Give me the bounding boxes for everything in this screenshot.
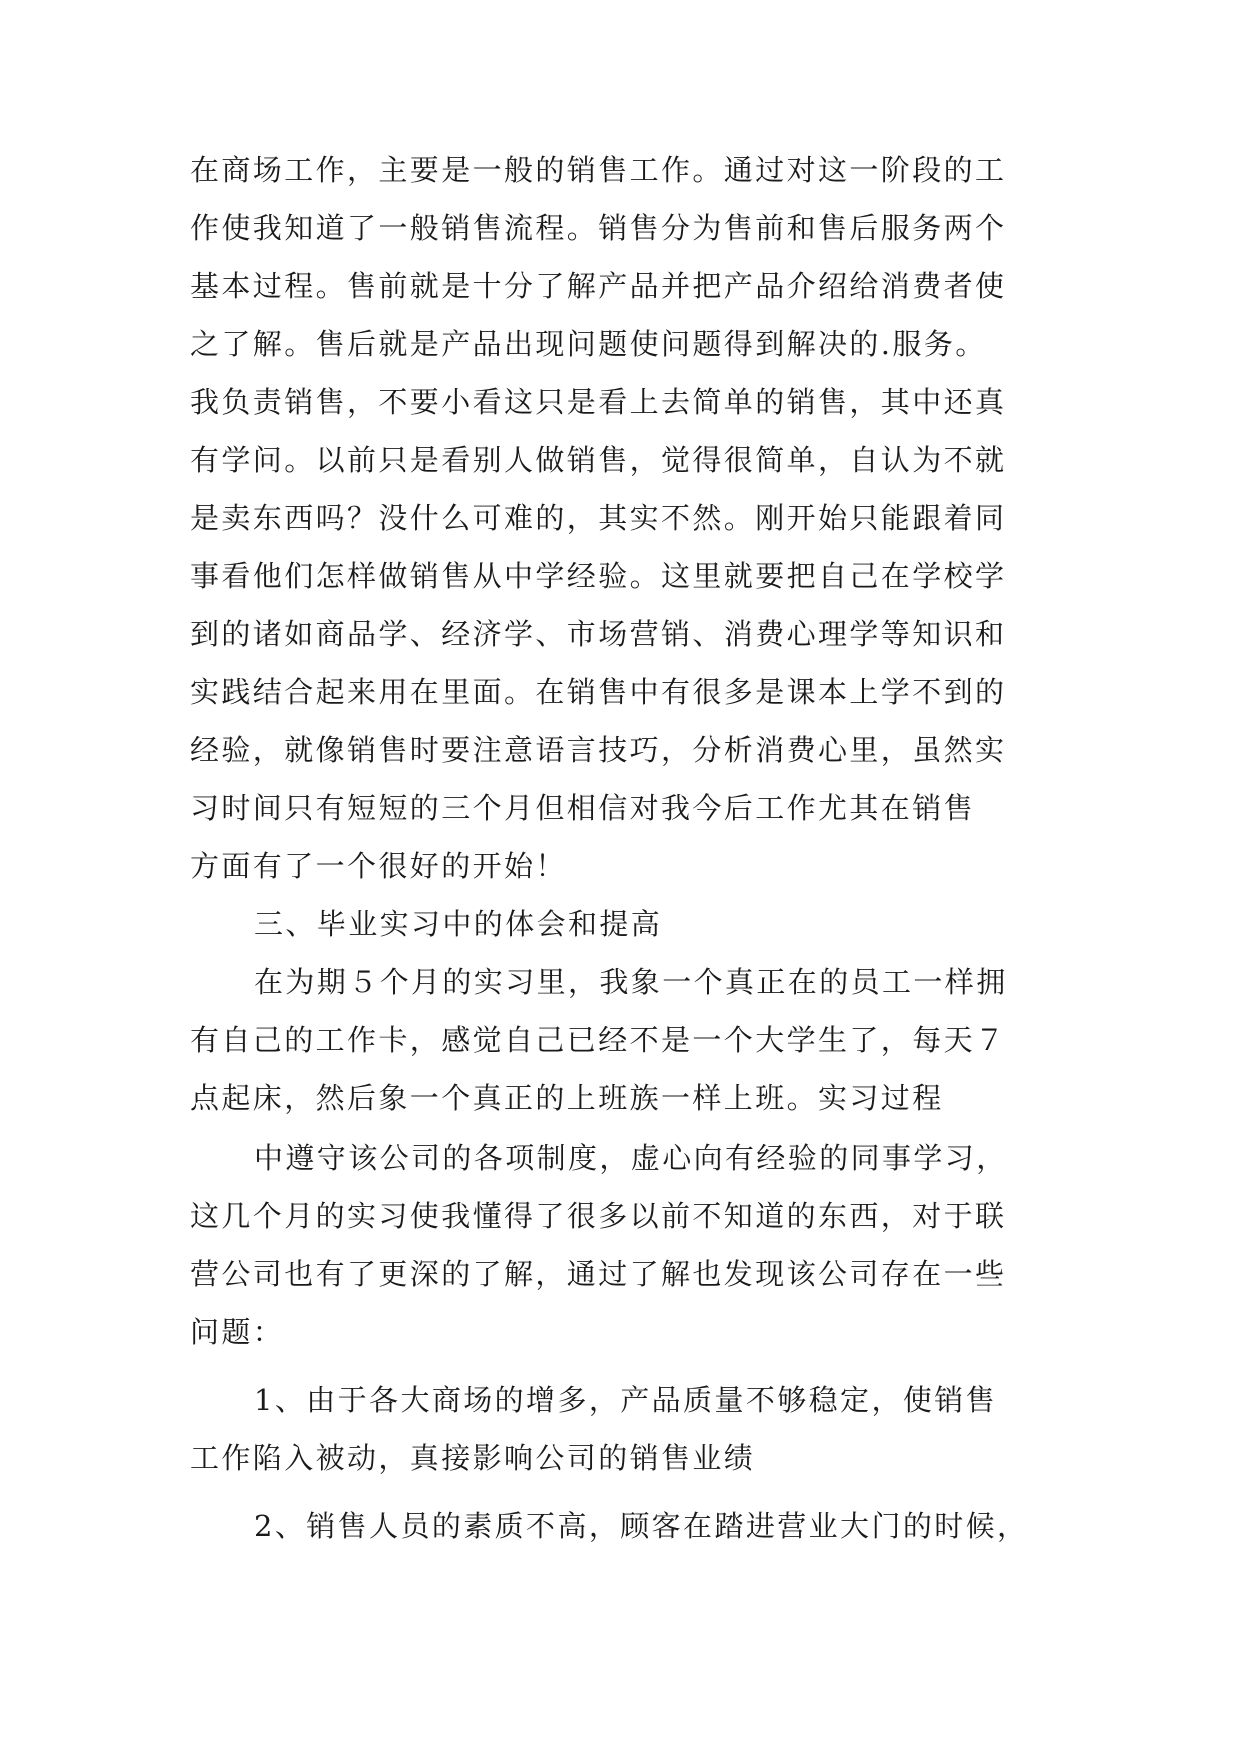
body-text-line: 方面有了一个很好的开始！ (190, 849, 567, 883)
body-text-line: 点起床，然后象一个真正的上班族一样上班。实习过程 (190, 1081, 944, 1115)
body-text-line: 实践结合起来用在里面。在销售中有很多是课本上学不到的 (190, 675, 1007, 709)
body-text-line: 问题： (190, 1315, 285, 1349)
body-text-line: 经验，就像销售时要注意语言技巧，分析消费心里，虽然实 (190, 733, 1007, 767)
body-text-line: 这几个月的实习使我懂得了很多以前不知道的东西，对于联 (190, 1199, 1007, 1233)
body-text-line: 作使我知道了一般销售流程。销售分为售前和售后服务两个 (190, 211, 1007, 245)
list-item-continuation: 工作陷入被动，真接影响公司的销售业绩 (190, 1441, 756, 1475)
body-text-line: 在为期５个月的实习里，我象一个真正在的员工一样拥 (254, 965, 1008, 999)
body-text-line: 到的诸如商品学、经济学、市场营销、消费心理学等知识和 (190, 617, 1007, 651)
section-heading: 三、毕业实习中的体会和提高 (254, 907, 663, 941)
body-text-line: 有自己的工作卡，感觉自己已经不是一个大学生了，每天７ (190, 1023, 1007, 1057)
body-text-line: 中遵守该公司的各项制度，虚心向有经验的同事学习， (254, 1141, 1008, 1175)
body-text-line: 在商场工作，主要是一般的销售工作。通过对这一阶段的工 (190, 153, 1007, 187)
body-text-line: 基本过程。售前就是十分了解产品并把产品介绍给消费者使 (190, 269, 1007, 303)
body-text-line: 营公司也有了更深的了解，通过了解也发现该公司存在一些 (190, 1257, 1007, 1291)
body-text-line: 事看他们怎样做销售从中学经验。这里就要把自己在学校学 (190, 559, 1007, 593)
list-item: 1、由于各大商场的增多，产品质量不够稳定，使销售 (254, 1383, 998, 1417)
body-text-line: 习时间只有短短的三个月但相信对我今后工作尤其在销售 (190, 791, 976, 825)
list-item: 2、销售人员的素质不高，顾客在踏进营业大门的时候， (254, 1509, 1029, 1543)
body-text-line: 之了解。售后就是产品出现问题使问题得到解决的.服务。 (190, 327, 987, 361)
body-text-line: 有学问。以前只是看别人做销售，觉得很简单，自认为不就 (190, 443, 1007, 477)
body-text-line: 我负责销售，不要小看这只是看上去简单的销售，其中还真 (190, 385, 1007, 419)
body-text-line: 是卖东西吗？没什么可难的，其实不然。刚开始只能跟着同 (190, 501, 1007, 535)
